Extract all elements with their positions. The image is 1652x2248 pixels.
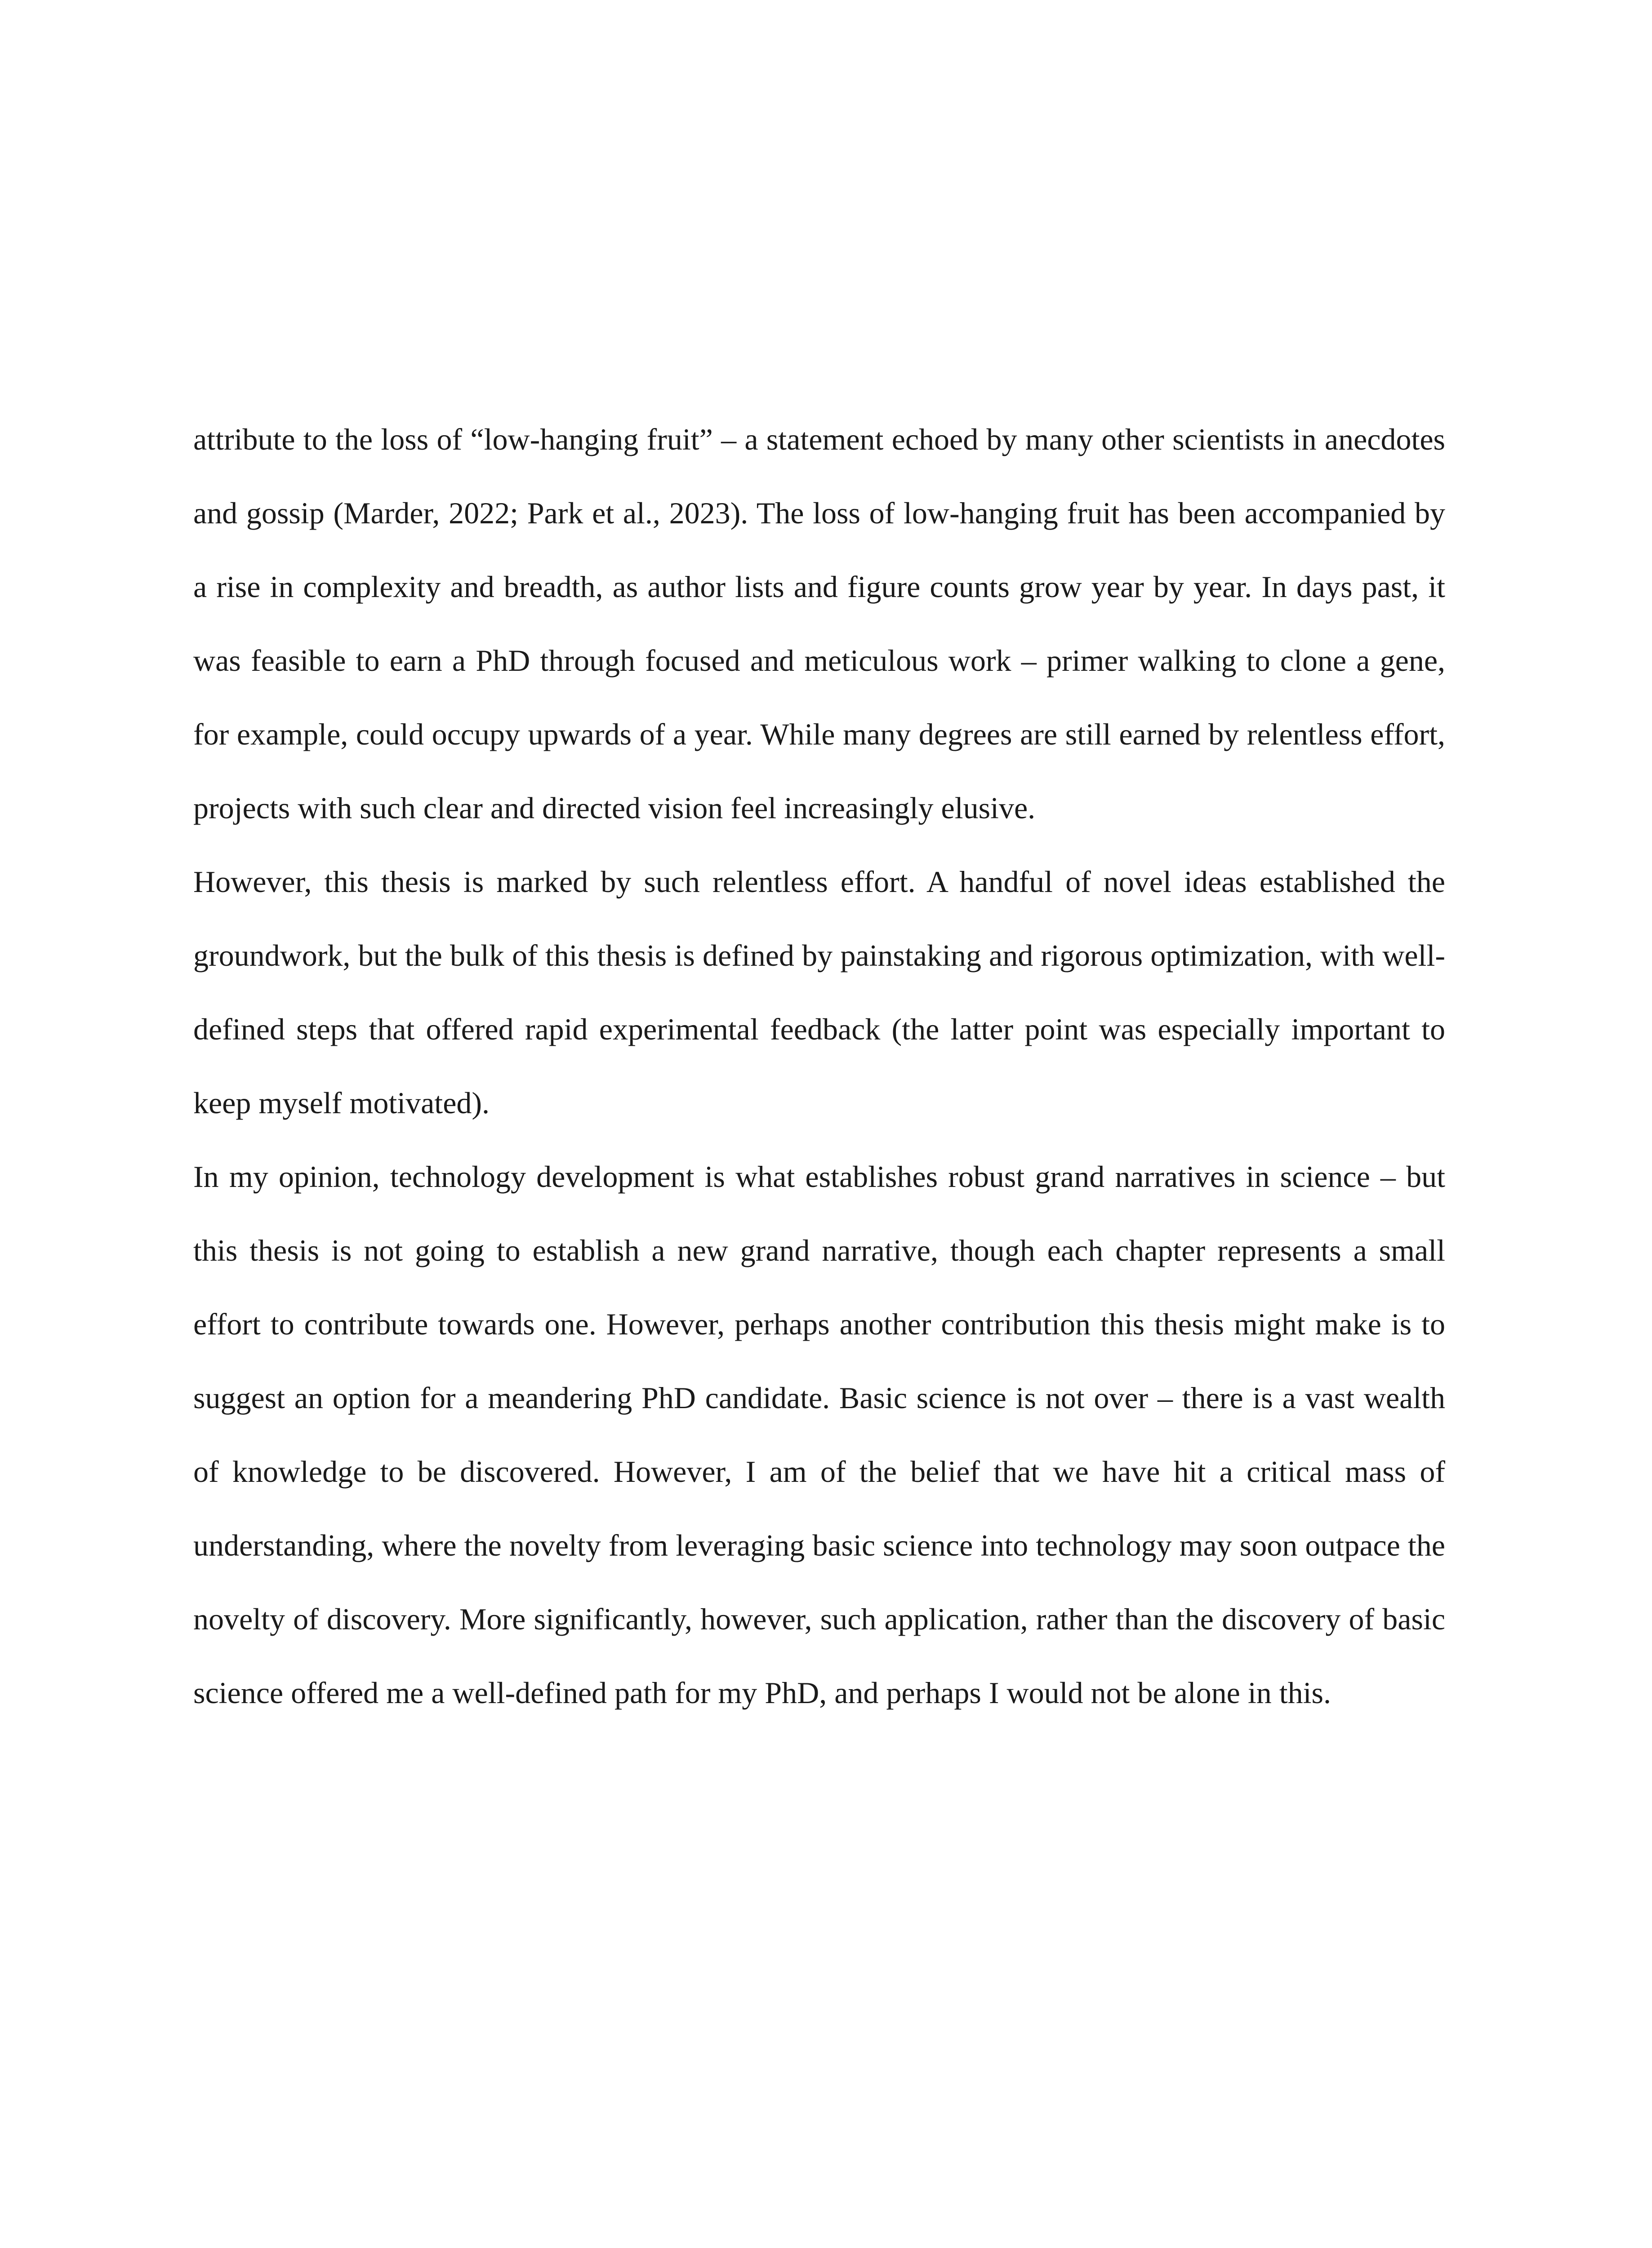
body-text xyxy=(193,402,1445,1730)
paragraph-1: attribute to the loss of “low-hanging fruit” – a statement echoed by many other scientists in anecdotes and gossip (Marder, 2022; Park et al., 2023). The loss of low-hanging fruit has been accompanied by a rise in complexity and breadth, as author lists and figure counts grow year by year. In days past, it was feasible to earn a PhD through focused and meticulous work – primer walking to clone a gene, for example, could occupy upwards of a year. While many degrees are still earned by relentless effort, projects with such clear and directed vision feel increasingly elusive. xyxy=(193,422,1445,825)
paragraph-2: However, this thesis is marked by such relentless effort. A handful of novel ideas established the groundwork, but the bulk of this thesis is defined by painstaking and rigorous optimization, with well-defined steps that offered rapid experimental feedback (the latter point was especially important to keep myself motivated). xyxy=(193,865,1445,1120)
paragraph-3: In my opinion, technology development is what establishes robust grand narratives in science – but this thesis is not going to establish a new grand narrative, though each chapter represents a small effort to contribute towards one. However, perhaps another contribution this thesis might make is to suggest an option for a meandering PhD candidate. Basic science is not over – there is a vast wealth of knowledge to be discovered. However, I am of the belief that we have hit a critical mass of understanding, where the novelty from leveraging basic science into technology may soon outpace the novelty of discovery. More significantly, however, such application, rather than the discovery of basic science offered me a well-defined path for my PhD, and perhaps I would not be alone in this. xyxy=(193,1160,1445,1710)
